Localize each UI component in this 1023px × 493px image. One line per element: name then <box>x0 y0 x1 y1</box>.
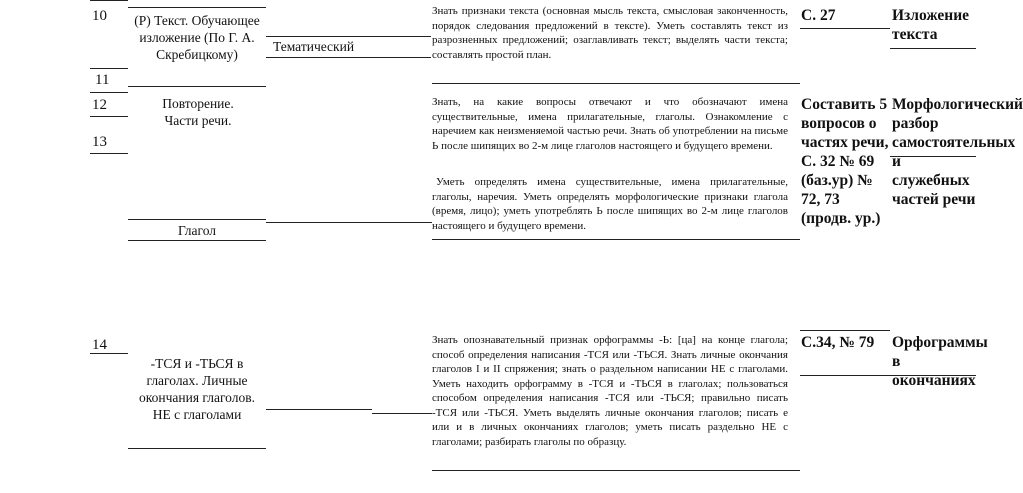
homework-text: С.34, № 79 <box>801 334 875 351</box>
requirements-text: Знать, на какие вопросы отвечают и что обозначают имена существительные, имена прилагательные, глаголы. Ознакомление с наречием как неизменяемой частью речи. Знать об употреблении на письме Ь после шипящих во 2-м лице глаголов настоящего и будущего времени. <box>432 96 788 152</box>
lesson-subtopic: Глагол <box>177 223 217 238</box>
homework-text: Составить 5 вопросов о частях речи, С. 32 № 69 (баз.ур) № 72, 73 (продв. ур.) <box>801 96 889 227</box>
lesson-topic: -ТСЯ и -ТЬСЯ в глаголах. Личные окончания глаголов. НЕ с глаголами <box>138 356 255 422</box>
row-rule <box>266 222 432 223</box>
lesson-number: 13 <box>92 134 107 150</box>
lesson-type: Тематический <box>273 39 355 54</box>
activity-text: Морфологический разбор самостоятельных и служебных частей речи <box>892 96 1023 208</box>
activity-text: Орфограммы в окончаниях <box>892 334 988 389</box>
row-rule <box>800 330 890 331</box>
row-rule <box>128 219 266 220</box>
lesson-number: 12 <box>92 97 107 113</box>
row-rule <box>90 116 128 117</box>
row-rule <box>266 409 372 410</box>
row-rule <box>372 413 432 414</box>
lesson-number: 14 <box>92 337 107 353</box>
requirements-text: Знать опознавательный признак орфограммы -Ь: [ца] на конце глагола; способ определения написания -ТСЯ или -ТЬСЯ. Знать личные окончания глаголов I и II спряжения; знать о раздельном написании НЕ с глаголами. Уметь находить орфограмму в -ТСЯ и -ТЬСЯ в глаголах; пользоваться способом определения написания -ТСЯ или -ТЬСЯ; правильно писать -ТСЯ или -ТЬСЯ. Уметь выделять личные окончания глаголов; писать е или и в личных окончаниях глаголов; уметь писать раздельно НЕ с глаголами; разбирать глаголы по образцу. <box>432 334 788 448</box>
row-rule <box>128 240 266 241</box>
requirements-text: Уметь определять имена существительные, имена прилагательные, глаголы, наречия. Уметь определять морфологические признаки глагола (время, лицо); уметь употреблять Ь после шипящих во 2-м лице глаголов настоящего и будущего времени. <box>432 176 788 232</box>
lesson-topic: (Р) Текст. Обучающее изложение (По Г. А. Скребицкому) <box>134 13 260 62</box>
row-rule <box>90 92 128 93</box>
row-rule <box>800 28 890 29</box>
lesson-number: 10 <box>92 8 107 24</box>
row-rule <box>90 68 128 69</box>
row-rule <box>128 448 266 449</box>
row-rule <box>266 36 431 37</box>
row-rule <box>890 48 976 49</box>
lesson-number: 11 <box>95 72 110 88</box>
row-rule <box>90 353 128 354</box>
row-rule <box>800 375 976 376</box>
homework-text: С. 27 <box>801 7 836 24</box>
lesson-topic: Повторение. Части речи. <box>162 96 234 128</box>
row-rule <box>128 86 266 87</box>
row-rule <box>90 0 128 1</box>
row-rule <box>266 57 431 58</box>
row-rule <box>890 156 976 157</box>
row-rule <box>128 7 266 8</box>
row-rule <box>432 83 800 84</box>
row-rule <box>432 470 800 471</box>
row-rule <box>90 153 128 154</box>
row-rule <box>432 239 800 240</box>
requirements-text: Знать признаки текста (основная мысль текста, смысловая законченность, порядок следования предложений в тексте). Уметь составлять текст из разрозненных предложений; озаглавливать текст; выделять части текста; составлять простой план. <box>432 5 788 61</box>
activity-text: Изложение текста <box>892 7 970 43</box>
